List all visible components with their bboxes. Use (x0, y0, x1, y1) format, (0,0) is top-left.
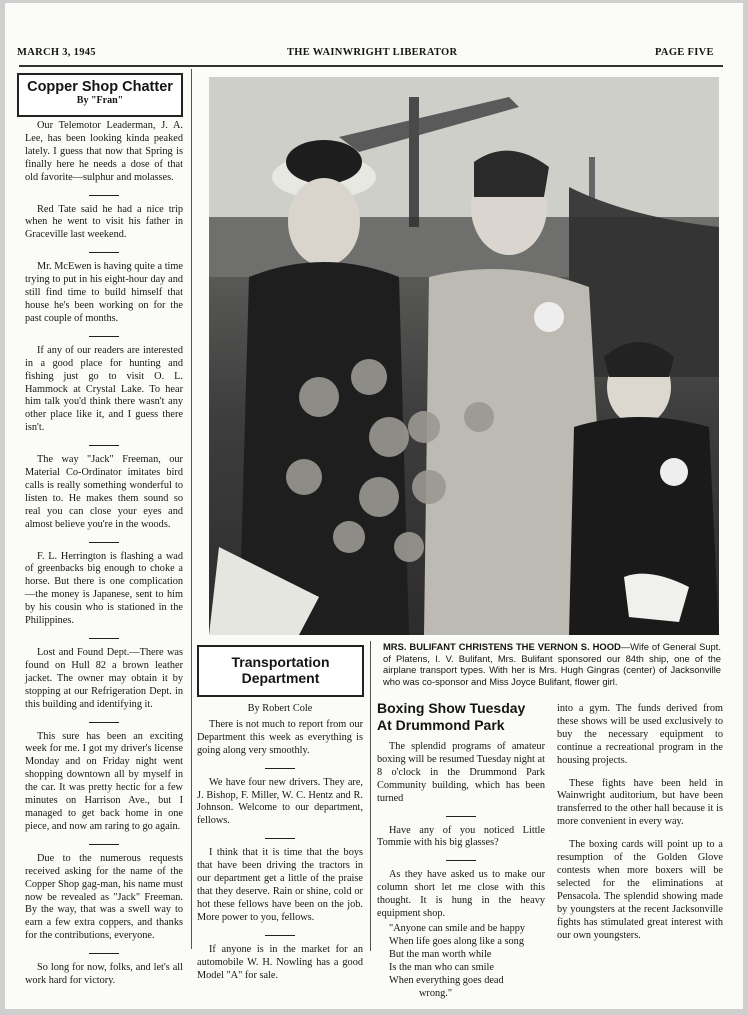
transport-paragraph: We have four new drivers. They are, J. Bishop, F. Miller, W. C. Hentz and R. Johnson. Welcome to our department, fellows. (197, 776, 363, 827)
boxing-paragraph: Have any of you noticed Little Tommie with his big glasses? (377, 824, 545, 849)
poem-line: Is the man who can smile (389, 961, 494, 973)
copper-shop-paragraph: Red Tate said he had a nice trip when he went to visit his father in Graceville last weekend. (25, 203, 183, 241)
copper-shop-heading (17, 73, 183, 117)
separator (89, 844, 119, 845)
copper-shop-paragraph: If any of our readers are interested in a good place for hunting and fishing just go to visit O. L. Hammock at Crystal Lake. To hear him talk you'd think there wasn't any other place like it, and I guess there isn't. (25, 344, 183, 434)
boxing-poem (377, 923, 545, 1000)
copper-shop-paragraph: The way "Jack" Freeman, our Material Co-Ordinator imitates bird calls is really something wonderful to listen to. He makes them sound so real you can close your eyes and almost believe you're in the woods. (25, 454, 183, 530)
poem-line: When life goes along like a song (389, 935, 524, 947)
copper-shop-paragraph: Mr. McEwen is having quite a time trying to put in his eight-hour day and still find time to build himself that house he's been working on for the past couple of months. (25, 261, 183, 324)
copper-shop-column (25, 120, 183, 998)
boxing-paragraph: These fights have been held in Wainwright auditorium, but have been transferred to the other hall because it is more convenient in every way. (557, 777, 723, 828)
photo-illustration (209, 77, 719, 635)
boxing-title-line1: Boxing Show Tuesday (377, 700, 526, 716)
separator (446, 816, 476, 817)
header-rule (19, 65, 723, 67)
transport-paragraph: If anyone is in the market for an automobile W. H. Nowling has a good Model "A" for sale. (197, 943, 363, 981)
copper-shop-paragraph: Due to the numerous requests received asking for the name of the Copper Shop gag-man, his name must now be revealed as "Jack" Freeman. By the way, that was a swell way to earn a few extra coppers, and thanks for the contributions, everyone. (25, 852, 183, 942)
copper-shop-title: Copper Shop Chatter (27, 79, 173, 95)
poem-line: But the man worth while (389, 948, 492, 960)
boxing-paragraph: The boxing cards will point up to a resumption of the Golden Glove contests when more boxers will be selected for the eliminations at Pensacola. The splendid showing made by youngsters at the recent Jacksonville fights has stimulated great interest with our own youngsters. (557, 839, 723, 941)
copper-shop-paragraph: This sure has been an exciting week for me. I got my driver's license Monday and on Friday night went shopping downtown all by myself in the car. It was pretty hectic for a few minutes on Harrison Ave., but I managed to get back home in one piece, and now am raring to go again. (25, 730, 183, 832)
photo-caption (383, 641, 721, 687)
separator (265, 768, 295, 769)
separator (89, 445, 119, 446)
boxing-paragraph: into a gym. The funds derived from these shows will be used exclusively to buy the necessary equipment to continue a recreational program in the housing projects. (557, 703, 723, 766)
separator (89, 542, 119, 543)
transport-column (197, 703, 363, 992)
page-number: PAGE FIVE (655, 47, 714, 58)
transport-title-line1: Transportation (231, 654, 330, 670)
caption-lead: MRS. BULIFANT CHRISTENS THE VERNON S. HOOD (383, 641, 621, 652)
boxing-headline (377, 700, 547, 734)
separator (89, 252, 119, 253)
transport-title-line2: Department (241, 670, 320, 686)
issue-date: MARCH 3, 1945 (17, 47, 96, 58)
launching-photo (209, 77, 719, 635)
caption-text: —Wife of General Supt. of Platens, I. V. Bulifant, Mrs. Bulifant sponsored our 84th ship, one of the airplane transport types. With her is Mrs. Hugh Gingras (center) of Jacksonville who was co-sponsor and Miss Joyce Bulifant, flower girl. (383, 641, 721, 687)
copper-shop-paragraph: F. L. Herrington is flashing a wad of greenbacks big enough to choke a horse. But there is one complication—the money is Japanese, sent to him by his cousin who is stationed in the Philippines. (25, 550, 183, 627)
boxing-paragraph: As they have asked us to make our column short let me close with this thought. It is hung in the heavy equipment shop. (377, 869, 545, 920)
separator (265, 935, 295, 936)
boxing-title-line2: At Drummond Park (377, 717, 505, 733)
column-rule (191, 69, 192, 949)
copper-shop-byline: By "Fran" (76, 95, 124, 106)
copper-shop-paragraph: So long for now, folks, and let's all work hard for victory. (25, 962, 183, 987)
separator (89, 953, 119, 954)
boxing-paragraph: The splendid programs of amateur boxing will be resumed Tuesday night at 8 o'clock in the Drummond Park Community building, which has been turned (377, 741, 545, 804)
separator (89, 722, 119, 723)
transport-byline: By Robert Cole (247, 703, 313, 714)
boxing-column-1 (377, 741, 545, 1000)
copper-shop-paragraph: Lost and Found Dept.—There was found on Hull 82 a brown leather jacket. The owner may obtain it by stopping at our Refrigeration Dept. in this building and identifying it. (25, 647, 183, 710)
copper-shop-paragraph: Our Telemotor Leaderman, J. A. Lee, has been looking kinda peaked lately. I guess that now that Spring is finally here he needs a dose of that old favorite—sulphur and molasses. (25, 120, 183, 183)
separator (265, 838, 295, 839)
boxing-column-2 (557, 703, 723, 952)
newspaper-name: THE WAINWRIGHT LIBERATOR (287, 47, 458, 58)
newspaper-page (5, 3, 743, 1009)
separator (89, 638, 119, 639)
separator (446, 860, 476, 861)
column-rule (370, 641, 371, 951)
transport-heading (197, 645, 364, 697)
poem-line: wrong." (419, 987, 453, 999)
transport-paragraph: There is not much to report from our Department this week as everything is going along very smoothly. (197, 718, 363, 756)
transport-paragraph: I think that it is time that the boys that have been driving the tractors in our department get a little of the praise that they deserve. Rain or shine, cold or hot these fellows have been on the job. More power to you, fellows. (197, 847, 363, 923)
poem-line: When everything goes dead (389, 974, 504, 986)
poem-line: "Anyone can smile and be happy (389, 922, 526, 934)
separator (89, 195, 119, 196)
separator (89, 336, 119, 337)
